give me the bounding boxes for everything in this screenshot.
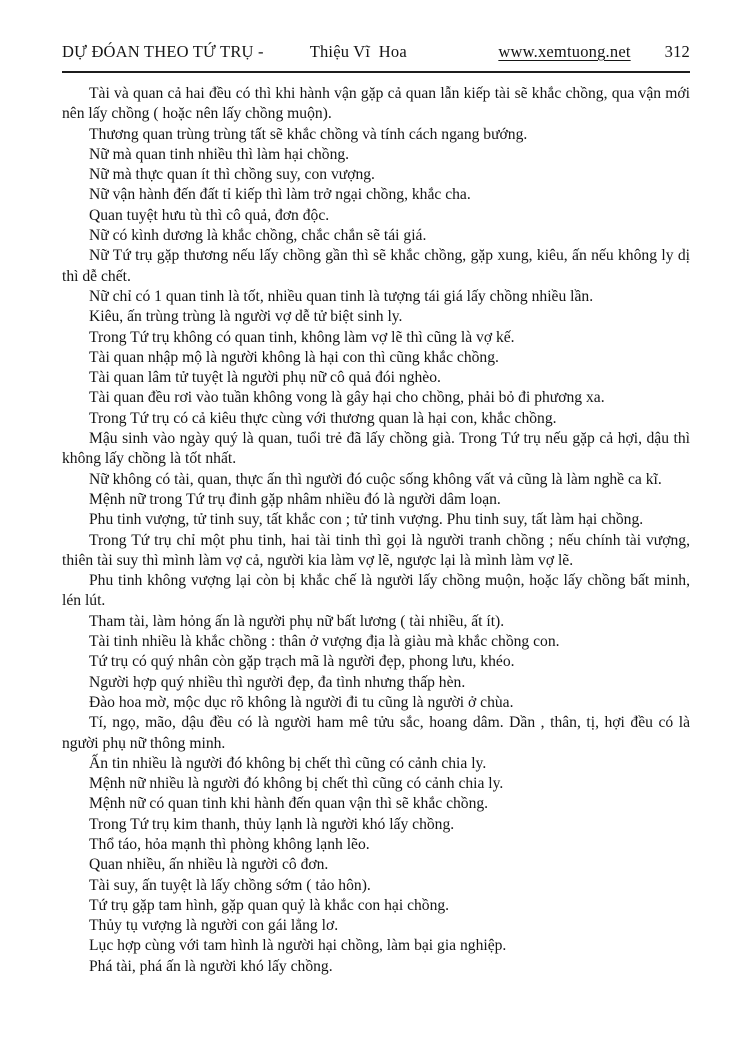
paragraph: Thương quan trùng trùng tất sẽ khắc chồng và tính cách ngang bướng. (89, 125, 528, 143)
paragraph: Nữ có kình dương là khắc chồng, chắc chắn sẽ tái giá. (89, 227, 427, 245)
paragraph: Tứ trụ gặp tam hình, gặp quan quỷ là khắc con hại chồng. (89, 896, 450, 914)
paragraph: Nữ mà quan tinh nhiều thì làm hại chồng. (89, 145, 350, 163)
paragraph: Phá tài, phá ấn là người khó lấy chồng. (89, 957, 333, 975)
paragraph: Quan tuyệt hưu tù thì cô quả, đơn độc. (89, 206, 330, 224)
paragraph: Nữ vận hành đến đất tỉ kiếp thì làm trở ngại chồng, khắc cha. (89, 186, 471, 204)
paragraph: Tí, ngọ, mão, dậu đều có là người ham mê tửu sắc, hoang dâm. Dần , thân, tị, hợi đều có là người phụ nữ thông minh. (62, 714, 690, 752)
paragraph: Tài quan nhập mộ là người không là hại con thì cũng khắc chồng. (89, 348, 499, 366)
book-title: DỰ ĐÓAN THEO TỨ TRỤ - (62, 42, 264, 61)
paragraph: Ấn tin nhiều là người đó không bị chết thì cũng có cảnh chia ly. (89, 754, 487, 772)
paragraph: Tài tinh nhiều là khắc chồng : thân ở vượng địa là giàu mà khắc chồng con. (89, 633, 560, 651)
document-body (62, 84, 690, 977)
paragraph: Mệnh nữ nhiều là người đó không bị chết thì cũng có cảnh chia ly. (89, 775, 504, 793)
paragraph: Phu tinh không vượng lại còn bị khắc chế là người lấy chồng muộn, hoặc lấy chồng bất minh, lén lút. (62, 572, 690, 610)
paragraph: Trong Tứ trụ có cả kiêu thực cùng với thương quan là hại con, khắc chồng. (89, 409, 557, 427)
paragraph: Tài suy, ấn tuyệt là lấy chồng sớm ( tảo hôn). (89, 876, 371, 894)
paragraph: Quan nhiều, ấn nhiều là người cô đơn. (89, 856, 329, 874)
page-number: 312 (664, 42, 690, 61)
paragraph: Trong Tứ trụ kim thanh, thủy lạnh là người khó lấy chồng. (89, 815, 455, 833)
paragraph: Đào hoa mờ, mộc dục rõ không là người đi tu cũng là người ở chùa. (89, 693, 514, 711)
header-divider (62, 71, 690, 73)
paragraph: Thủy tụ vượng là người con gái lẳng lơ. (89, 917, 339, 935)
website-link[interactable]: www.xemtuong.net (498, 42, 631, 61)
paragraph: Mệnh nữ có quan tinh khi hành đến quan vận thì sẽ khắc chồng. (89, 795, 489, 813)
paragraph: Kiêu, ấn trùng trùng là người vợ dễ tử biệt sinh ly. (89, 308, 403, 326)
paragraph: Nữ không có tài, quan, thực ấn thì người đó cuộc sống không vất vả cũng là làm nghề ca kĩ. (89, 470, 662, 488)
paragraph: Mệnh nữ trong Tứ trụ đinh gặp nhâm nhiều đó là người dâm loạn. (89, 490, 501, 508)
paragraph: Trong Tứ trụ không có quan tinh, không làm vợ lẽ thì cũng là vợ kế. (89, 328, 515, 346)
author-name: Thiệu Vĩ Hoa (309, 42, 407, 61)
paragraph: Tài quan đều rơi vào tuần không vong là gây hại cho chồng, phải bỏ đi phương xa. (89, 389, 605, 407)
paragraph: Phu tinh vượng, tử tinh suy, tất khắc con ; tử tinh vượng. Phu tinh suy, tất làm hại chồng. (89, 511, 644, 529)
paragraph: Người hợp quý nhiều thì người đẹp, đa tình nhưng thấp hèn. (89, 673, 466, 691)
paragraph: Tài quan lâm tử tuyệt là người phụ nữ cô quả đói nghèo. (89, 369, 441, 387)
paragraph: Thổ táo, hỏa mạnh thì phòng không lạnh lẽo. (89, 835, 370, 853)
paragraph: Lục hợp cùng với tam hình là người hại chồng, làm bại gia nghiệp. (89, 937, 507, 955)
paragraph: Mậu sinh vào ngày quý là quan, tuổi trẻ đã lấy chồng già. Trong Tứ trụ nếu gặp cả hợi, dậu thì không lấy chồng là tốt nhất. (62, 430, 690, 468)
paragraph: Nữ Tứ trụ gặp thương nếu lấy chồng gần thì sẽ khắc chồng, gặp xung, kiêu, ấn nếu không ly dị thì dễ chết. (62, 247, 690, 285)
paragraph: Tài và quan cả hai đều có thì khi hành vận gặp cả quan lẫn kiếp tài sẽ khắc chồng, qua vận mới nên lấy chồng ( hoặc nên lấy chồng muộn). (62, 85, 690, 123)
paragraph: Tứ trụ có quý nhân còn gặp trạch mã là người đẹp, phong lưu, khéo. (89, 653, 515, 671)
paragraph: Nữ mà thực quan ít thì chồng suy, con vượng. (89, 166, 375, 184)
paragraph: Trong Tứ trụ chỉ một phu tinh, hai tài tinh thì gọi là người tranh chồng ; nếu chính tài vượng, thiên tài suy thì mình làm vợ cả, người kia làm vợ lẽ, ngược lại là mình làm vợ lẽ. (62, 531, 690, 569)
paragraph: Tham tài, làm hỏng ấn là người phụ nữ bất lương ( tài nhiều, ất ít). (89, 612, 505, 630)
page-header (62, 42, 690, 62)
paragraph: Nữ chỉ có 1 quan tinh là tốt, nhiều quan tinh là tượng tái giá lấy chồng nhiều lần. (89, 287, 594, 305)
